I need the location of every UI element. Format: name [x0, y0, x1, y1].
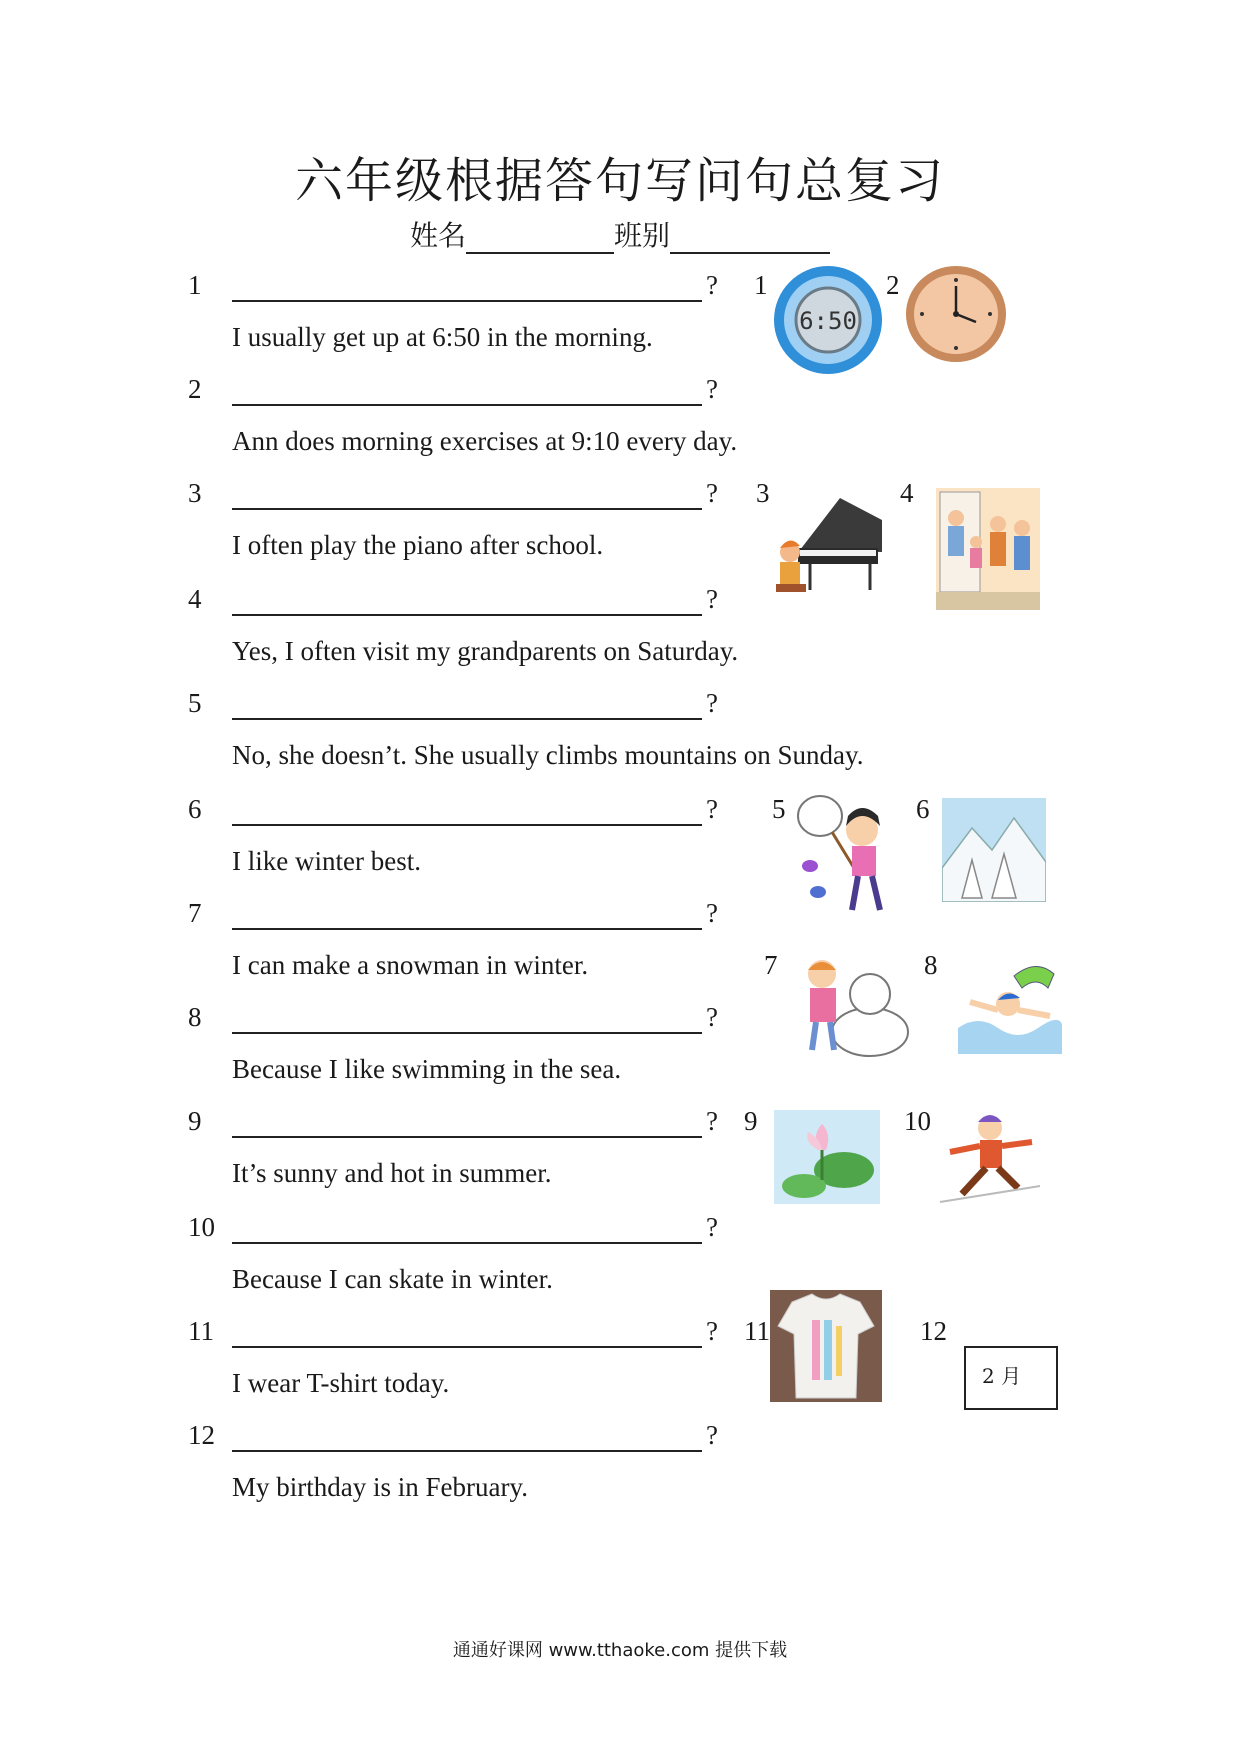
answer-line[interactable]	[232, 1346, 702, 1348]
picture-label-5: 5	[772, 794, 786, 824]
snowy-mountains-icon	[942, 798, 1046, 902]
answer-line[interactable]	[232, 300, 702, 302]
month-box-icon: 2 月	[964, 1346, 1058, 1410]
answer-line[interactable]	[232, 1450, 702, 1452]
skater-icon	[936, 1108, 1042, 1208]
question-number: 1	[188, 270, 202, 300]
answer-sentence-10: Because I can skate in winter.	[232, 1264, 553, 1294]
question-number: 5	[188, 688, 202, 718]
question-number: 7	[188, 898, 202, 928]
question-number: 4	[188, 584, 202, 614]
answer-sentence-2: Ann does morning exercises at 9:10 every day.	[232, 426, 738, 456]
answer-sentence-7: I can make a snowman in winter.	[232, 950, 589, 980]
answer-line[interactable]	[232, 1136, 702, 1138]
question-number: 3	[188, 478, 202, 508]
question-mark: ?	[706, 1212, 718, 1242]
question-mark: ?	[706, 584, 718, 614]
picture-label-12: 12	[920, 1316, 947, 1346]
question-number: 9	[188, 1106, 202, 1136]
digital-clock-icon	[772, 264, 884, 376]
answer-line[interactable]	[232, 1242, 702, 1244]
answer-line[interactable]	[232, 718, 702, 720]
name-field[interactable]	[466, 222, 614, 254]
name-class-row	[0, 214, 1240, 254]
picture-label-9: 9	[744, 1106, 758, 1136]
page-title: 六年级根据答句写问句总复习	[294, 153, 945, 209]
answer-line[interactable]	[232, 508, 702, 510]
question-mark: ?	[706, 478, 718, 508]
question-mark: ?	[706, 688, 718, 718]
girl-catching-butterflies-icon	[792, 786, 906, 926]
picture-label-11: 11	[744, 1316, 770, 1346]
name-label: 姓名	[409, 219, 466, 252]
question-mark: ?	[706, 1420, 718, 1450]
answer-sentence-4: Yes, I often visit my grandparents on Saturday.	[232, 636, 739, 666]
answer-sentence-9: It’s sunny and hot in summer.	[232, 1158, 552, 1188]
wall-clock-icon	[904, 264, 1008, 364]
picture-label-2: 2	[886, 270, 900, 300]
answer-line[interactable]	[232, 1032, 702, 1034]
question-mark: ?	[706, 898, 718, 928]
question-number: 6	[188, 794, 202, 824]
question-number: 8	[188, 1002, 202, 1032]
picture-label-3: 3	[756, 478, 770, 508]
answer-sentence-11: I wear T-shirt today.	[232, 1368, 450, 1398]
answer-sentence-12: My birthday is in February.	[232, 1472, 528, 1502]
answer-sentence-8: Because I like swimming in the sea.	[232, 1054, 622, 1084]
answer-line[interactable]	[232, 928, 702, 930]
picture-label-4: 4	[900, 478, 914, 508]
class-label: 班别	[614, 219, 671, 252]
picture-label-8: 8	[924, 950, 938, 980]
picture-label-7: 7	[764, 950, 778, 980]
answer-line[interactable]	[232, 824, 702, 826]
answer-sentence-1: I usually get up at 6:50 in the morning.	[232, 322, 653, 352]
question-number: 2	[188, 374, 202, 404]
piano-icon	[770, 490, 884, 602]
lotus-pond-icon	[774, 1110, 880, 1204]
question-mark: ?	[706, 794, 718, 824]
footer-text: 通通好课网 www.tthaoke.com 提供下载	[452, 1640, 788, 1661]
clock-time-text: 6:50	[799, 307, 857, 335]
question-number: 10	[188, 1212, 215, 1242]
answer-sentence-5: No, she doesn’t. She usually climbs mountains on Sunday.	[232, 740, 864, 770]
snowman-icon	[790, 944, 914, 1058]
class-field[interactable]	[670, 222, 830, 254]
question-mark: ?	[706, 270, 718, 300]
question-mark: ?	[706, 374, 718, 404]
answer-sentence-6: I like winter best.	[232, 846, 421, 876]
answer-line[interactable]	[232, 614, 702, 616]
picture-label-6: 6	[916, 794, 930, 824]
answer-sentence-3: I often play the piano after school.	[232, 530, 604, 560]
question-number: 12	[188, 1420, 215, 1450]
picture-label-10: 10	[904, 1106, 931, 1136]
answer-line[interactable]	[232, 404, 702, 406]
question-number: 11	[188, 1316, 214, 1346]
t-shirt-icon	[770, 1290, 882, 1402]
question-mark: ?	[706, 1316, 718, 1346]
question-mark: ?	[706, 1106, 718, 1136]
swimmer-icon	[958, 958, 1062, 1054]
question-mark: ?	[706, 1002, 718, 1032]
picture-label-1: 1	[754, 270, 768, 300]
family-visit-icon	[936, 488, 1040, 610]
